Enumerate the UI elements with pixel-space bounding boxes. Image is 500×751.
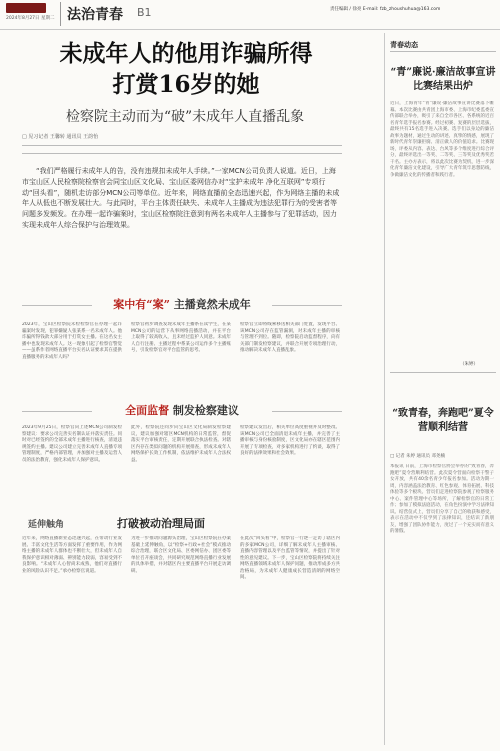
sidebar-item-divider bbox=[390, 372, 496, 373]
article-subtitle: 检察院主动而为“破”未成年人直播乱象 bbox=[65, 109, 305, 125]
newspaper-logo bbox=[6, 3, 46, 13]
sidebar-item-2-byline: □ 记者 朱婷 通讯员 邓尧楠 bbox=[390, 454, 445, 459]
section-1-column-3: 检察官立即将线索移送相关部门处置，发现平台、该MCN公司存在监管漏洞，对未成年主播的审核与管理不到位。随即，检察院启动监督程序，向有关部门制发检察建议，并联合开展专项治理行动，推动解决未成年人直播乱象。 bbox=[240, 322, 340, 353]
sidebar-item-1-signature: （朱婷） bbox=[460, 362, 478, 367]
sidebar-item-1-title: “青”廉说·廉洁故事宣讲比赛结果出炉 bbox=[390, 67, 496, 92]
section-1-column-2: 检察官初步调查发现未成年主播系在读学生，在某MCN公司的运营下从事网络直播活动，并在平台上取得了较高收入，且未经过监护人同意。未成年人自行注册、主播过程中系某公司运作多个主播账号，引发检察官对平台监管的思考。 bbox=[131, 322, 231, 353]
masthead-divider bbox=[60, 2, 61, 26]
section-heading-1 bbox=[22, 296, 342, 314]
section-2-label-prefix: 全面监督 bbox=[125, 404, 170, 417]
byline-divider bbox=[22, 145, 342, 146]
section-2-label-main: 制发检察建议 bbox=[172, 404, 239, 417]
section-1-column-1: 2023年，宝山区检察院未检检察官在办理一起诈骗案时发现，犯罪嫌疑人张某系一名未成年人。他诈骗所得钱款大部分用于打赏女主播。在这名女主播中也发现未成年人。这一现象引起了检察官警觉——虽系作者网络直播平台实名认证要求其在提供直播服务的未成年人吗？ bbox=[22, 322, 122, 360]
section-heading-3 bbox=[22, 513, 342, 531]
section-3-column-1: 近年来，网络直播新业态迅速兴起，在带动行业发展、丰富文化生活等方面发挥了重要作用，作为网络主播的未成年人群体也不断壮大，但未成年人自我保护意识相对薄弱、辨别能力较弱，容易受到不良影响。“未成年人心智尚未成熟，他们对直播行业的风险认识不足。”承办检察官说道。 bbox=[22, 536, 122, 574]
article-lead: “我们严格履行未成年人的告，没有违规扣未成年人手续。”一家MCN公司负责人说道。近日，上海市宝山区人民检察院检察官会同宝山区文化局、宝山区委网信办对“宝护未成年 净化互联网”专项行动“回头看”，随机走访部分MCN公司等单位。近年来，网络直播前全态迅速兴起，作为网络主播的未成年人从低也不断发展壮大。与此同时，平台主体责任缺失、未成年人主播成为违法犯罪行为的受害者等问题多发频发。在办理一起诈骗案时，宝山区检察院注意到有两名未成年人主播参与了犯罪活动，因力实现未成年人综合保护与治理效果。 bbox=[22, 167, 340, 229]
article-byline: □ 见习记者 王馨转 通讯员 王韵怡 bbox=[22, 134, 99, 140]
section-heading-2 bbox=[22, 402, 342, 420]
page-number: B1 bbox=[137, 6, 152, 19]
section-2-column-2: 此外，检察院还同步向宝山区文化局制发检察建议，建议加强对辖区MCN机构的日常监管，督促落实平台审核责任，定期开展联合执法检查。对辖区内存在类似问题的机构开展排查，形成未成年人网络保护长效工作机制，依法维护未成年人合法权益。 bbox=[131, 425, 231, 463]
sidebar-item-2-body: 本报讯 日前，上海市检察官协会举办的“致青春，奔跑吧”夏令营顺利结营。此次夏令营面向检察干警子女开放，共有40余名青少年报名参加。活动为期一周，内容涵盖法治教育、红色参观、体育拓展、科技体验等多个板块。营员们走进检察院参观了检察服务中心、案件管理中心等场所，了解检察官的日常工作；参加了模拟法庭活动，在角色扮演中学习法律知识。结营仪式上，营员们分享了自己的收获和感受，表示在活动中不仅学到了法律知识，还结识了新朋友，增强了团队协作能力，度过了一个充实而有意义的暑假。 bbox=[390, 464, 494, 534]
sidebar-rule bbox=[390, 51, 496, 52]
section-3-column-3: 在此次“回头看”中，检察官一行逐一走访了辖区内的多家MCN公司，详细了解未成年人主播审核、直播内容管理以及平台监管等情况，并提出了针对性的意见建议。下一步，宝山区检察院将持续关注网络直播领域未成年人保护问题，推动形成多方共治格局，为未成年人健康成长营造清朗的网络空间。 bbox=[240, 536, 340, 580]
section-3-label-prefix: 延伸触角 bbox=[28, 520, 65, 530]
headline-line-2: 打赏16岁的她 bbox=[112, 71, 260, 98]
section-2-column-1: 2023年9月25日，检察官向上述MCN公司制发检察建议：要求公司完善实名制认证并落实责任。同时对已经签约的全部未成年主播进行核查，清退违规签约主播。建议公司建立完善未成年人直播专项管理制度，严格内部管理，并加强对主播及运营人员的法治教育，强化未成年人保护意识。 bbox=[22, 425, 122, 463]
section-3-label-main: 打破被动治理局面 bbox=[117, 517, 205, 530]
section-3-column-2: 为进一步推动问题源头治理，宝山区检察院在办案基础上延伸触角，以“检察+行政+社会”模式推动综合治理，联合区文化局、区委网信办、团区委等单位召开座谈会，共同研究规范网络直播行业发展的具体举措，并对辖区内主要直播平台开展走访调研。 bbox=[131, 536, 231, 574]
editor-credit: 责任编辑 / 徐亮 E-mail: fzb_zhoushuhua@163.com bbox=[330, 7, 441, 12]
masthead bbox=[0, 0, 500, 30]
section-1-label-main: 主播竟然未成年 bbox=[173, 298, 251, 311]
sidebar-label: 青春动态 bbox=[390, 41, 418, 49]
section-1-label-prefix: 案中有“案” bbox=[113, 298, 170, 311]
section-title: 法治青春 bbox=[67, 7, 123, 23]
headline-line-1: 未成年人的他用诈骗所得 bbox=[59, 40, 313, 67]
sidebar-divider bbox=[384, 33, 385, 745]
sidebar-item-1-body: 近日，上海青年“青”廉说·廉洁故事宣讲比赛落下帷幕。本次比赛由共青团上海市委、上海市纪委监委宣传部联合举办，吸引了来自全市各区、各系统的近百名青年选手报名参赛。经过初赛、复赛的层层选拔，最终共有15名选手进入决赛。选手们以身边的廉洁故事为题材，通过生动的讲述、真挚的情感，展现了新时代青年崇廉拒腐、清正做人的价值追求。比赛现场，评委从内容、表达、台风等多个维度进行综合评分，最终评选出一等奖、二等奖、三等奖及优秀奖若干名。主办方表示，将以此次比赛为契机，进一步深化青年廉洁文化建设，引导广大青年筑牢思想防线，争做廉洁文化的传播者和践行者。 bbox=[390, 101, 494, 178]
byline-divider-2 bbox=[22, 153, 342, 154]
paper-date: 2024年8月27日 星期二 bbox=[6, 16, 55, 21]
sidebar-item-2-title: “致青春，奔跑吧”夏令营顺利结营 bbox=[392, 408, 494, 433]
section-2-column-3: 检察建议发出后，相关单位高度重视并及时整改。该MCN公司已全面清退未成年主播，并完善了主播审核与身份核验制度，区文化局亦在辖区范围内开展了专项检查，对多家机构进行了约谈，取得了良好的法律效果和社会效果。 bbox=[240, 425, 340, 456]
article-headline bbox=[16, 38, 356, 100]
